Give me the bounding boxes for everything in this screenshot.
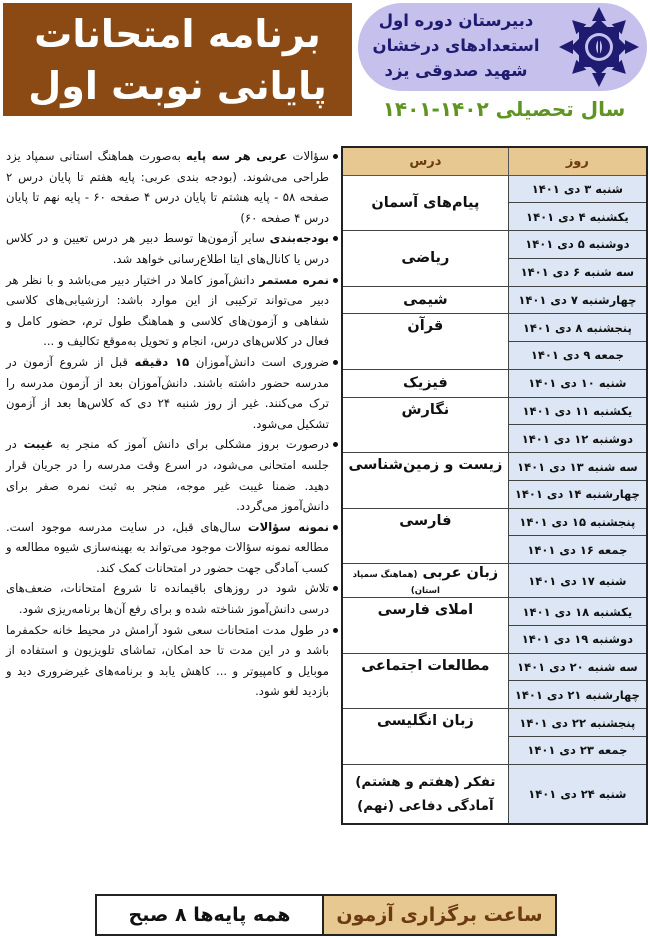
- course-cell: زبان انگلیسی: [342, 709, 508, 765]
- course-cell: نگارش: [342, 397, 508, 453]
- course-cell: پیام‌های آسمان: [342, 175, 508, 231]
- table-row: [342, 764, 647, 824]
- day-cell: شنبه ۱۷ دی ۱۴۰۱: [508, 564, 647, 598]
- title-line-1: برنامه امتحانات: [34, 11, 321, 56]
- note-text: در طول مدت امتحانات سعی شود آرامش در محیط خانه حکمفرما باشد و در این مدت تا حد امکان، تماشای تلویزیون و استفاده از موبایل و کامپیوتر و ... کاهش یابد و برنامه‌های غیرضروری دید و بازدید لغو شود.: [6, 622, 329, 699]
- note-emphasis: ۱۵ دقیقه: [134, 354, 190, 369]
- course-cell: [342, 564, 508, 598]
- note-item: [6, 434, 338, 516]
- exam-time-bar: [95, 894, 557, 936]
- note-item: [6, 578, 338, 619]
- table-row: [342, 508, 647, 536]
- day-cell: دوشنبه ۵ دی ۱۴۰۱: [508, 231, 647, 259]
- exam-time-value: همه پایه‌ها ۸ صبح: [97, 896, 322, 934]
- day-cell: جمعه ۲۳ دی ۱۴۰۱: [508, 736, 647, 764]
- note-text: تلاش شود در روزهای باقیمانده تا شروع امتحانات، ضعف‌های درسی دانش‌آموز شناخته شده و برای رفع آن‌ها برنامه‌ریزی شود.: [6, 581, 329, 617]
- note-item: [6, 620, 338, 702]
- table-row: [342, 453, 647, 481]
- note-text: سؤالات: [287, 149, 329, 163]
- table-row: [342, 175, 647, 203]
- day-cell: پنجشنبه ۱۵ دی ۱۴۰۱: [508, 508, 647, 536]
- course-cell: فارسی: [342, 508, 508, 564]
- day-cell: چهارشنبه ۷ دی ۱۴۰۱: [508, 286, 647, 314]
- exam-notes: [6, 146, 338, 702]
- day-cell: جمعه ۱۶ دی ۱۴۰۱: [508, 536, 647, 564]
- note-emphasis: نمره مستمر: [259, 272, 329, 287]
- day-cell: پنجشنبه ۲۲ دی ۱۴۰۱: [508, 709, 647, 737]
- note-text: در جلسه امتحانی می‌شود، در اسرع وقت مدرسه را در جریان قرار دهید. ضمنا غیبت غیر موجه، منجر به ثبت نمره صفر برای دانش‌آموز می‌گردد.: [6, 437, 329, 514]
- note-text: درصورت بروز مشکلی برای دانش آموز که منجر به: [53, 437, 329, 452]
- note-text: قبل از شروع آزمون در مدرسه حضور داشته باشند. دانش‌آموزان بعد از آزمون مدرسه را ترک می‌کنند. غیر از روز شنبه ۲۴ دی که کلاس‌ها بعد از آزمون تشکیل می‌شود.: [6, 354, 329, 431]
- exam-title-banner: [3, 3, 352, 116]
- day-cell: یکشنبه ۱۱ دی ۱۴۰۱: [508, 397, 647, 425]
- course-cell: قرآن: [342, 314, 508, 370]
- day-cell: پنجشنبه ۸ دی ۱۴۰۱: [508, 314, 647, 342]
- note-item: [6, 146, 338, 228]
- note-emphasis: نمونه سؤالات: [247, 519, 329, 534]
- day-cell: شنبه ۱۰ دی ۱۴۰۱: [508, 369, 647, 397]
- day-cell: یکشنبه ۴ دی ۱۴۰۱: [508, 203, 647, 231]
- note-text: ضروری است دانش‌آموزان: [189, 354, 329, 369]
- table-row: [342, 231, 647, 259]
- school-emblem-icon: [557, 6, 641, 88]
- note-emphasis: بودجه‌بندی: [269, 231, 329, 246]
- note-text: سال‌های قبل، در سایت مدرسه موجود است. مطالعه نمونه سؤالات موجود می‌تواند به بهینه‌سازی شیوه مطالعه و کسب آمادگی جهت حضور در امتحانات کمک کند.: [6, 519, 329, 575]
- exam-time-label: ساعت برگزاری آزمون: [322, 896, 555, 934]
- note-item: [6, 228, 338, 269]
- table-row: [342, 286, 647, 314]
- course-cell: املای فارسی: [342, 598, 508, 654]
- day-cell: جمعه ۹ دی ۱۴۰۱: [508, 342, 647, 370]
- course-cell: فیزیک: [342, 369, 508, 397]
- day-cell: دوشنبه ۱۹ دی ۱۴۰۱: [508, 625, 647, 653]
- note-item: [6, 517, 338, 579]
- note-text: به‌صورت هماهنگ استانی سمپاد یزد طراحی می‌شوند. (بودجه بندی عربی: پایه هفتم تا پایان درس ۲ صفحه ۵۸ - پایه هشتم تا پایان درس ۴ صفحه ۶۰ - پایه نهم تا پایان درس ۴ صفحه ۶۰): [6, 149, 329, 225]
- course-name: زبان عربی: [422, 564, 499, 581]
- course-cell: [342, 764, 508, 824]
- note-item: [6, 270, 338, 352]
- table-row: [342, 314, 647, 342]
- column-header-day: روز: [508, 147, 647, 175]
- day-cell: چهارشنبه ۱۴ دی ۱۴۰۱: [508, 480, 647, 508]
- exam-schedule-table: [341, 146, 648, 825]
- course-name-line-1: تفکر (هفتم و هشتم): [355, 773, 496, 790]
- table-row: [342, 397, 647, 425]
- school-name-line-2: استعدادهای درخشان: [372, 36, 540, 55]
- note-emphasis: غیبت: [23, 437, 54, 452]
- course-cell: ریاضی: [342, 231, 508, 287]
- school-name: [361, 8, 551, 83]
- day-cell: یکشنبه ۱۸ دی ۱۴۰۱: [508, 598, 647, 626]
- table-row: [342, 564, 647, 598]
- table-row: [342, 369, 647, 397]
- table-row: [342, 653, 647, 681]
- course-cell: شیمی: [342, 286, 508, 314]
- day-cell: شنبه ۳ دی ۱۴۰۱: [508, 175, 647, 203]
- note-text: دانش‌آموز کاملا در اختیار دبیر می‌باشد و با نظر هر دبیر می‌تواند ترکیبی از این موارد باشد: ارزشیابی‌های کلاسی شفاهی و آزمون‌های کلاسی و هماهنگ طول ترم، حضور کامل و فعال در کلاس‌های درس، انجام و تحویل به‌موقع تکالیف و ...: [6, 272, 329, 349]
- note-text: سایر آزمون‌ها توسط دبیر هر درس تعیین و در کلاس درس یا کانال‌های ایتا اطلاع‌رسانی خواهد شد.: [6, 231, 329, 266]
- day-cell: دوشنبه ۱۲ دی ۱۴۰۱: [508, 425, 647, 453]
- title-line-2: پایانی نوبت اول: [28, 63, 327, 108]
- day-cell: سه شنبه ۲۰ دی ۱۴۰۱: [508, 653, 647, 681]
- table-row: [342, 709, 647, 737]
- table-row: [342, 598, 647, 626]
- day-cell: چهارشنبه ۲۱ دی ۱۴۰۱: [508, 681, 647, 709]
- day-cell: سه شنبه ۶ دی ۱۴۰۱: [508, 258, 647, 286]
- course-name-line-2: آمادگی دفاعی (نهم): [357, 797, 494, 814]
- academic-year: سال تحصیلی ۱۴۰۲-۱۴۰۱: [382, 97, 626, 121]
- column-header-course: درس: [342, 147, 508, 175]
- note-item: [6, 352, 338, 434]
- school-name-line-1: دبیرستان دوره اول: [378, 11, 534, 30]
- school-logo-badge: [358, 3, 647, 91]
- day-cell: سه شنبه ۱۳ دی ۱۴۰۱: [508, 453, 647, 481]
- day-cell: شنبه ۲۴ دی ۱۴۰۱: [508, 764, 647, 824]
- course-cell: مطالعات اجتماعی: [342, 653, 508, 709]
- table-header-row: [342, 147, 647, 175]
- course-note: (هماهنگ سمپاد استان): [352, 569, 440, 596]
- school-name-line-3: شهید صدوقی یزد: [384, 61, 528, 80]
- course-cell: زیست و زمین‌شناسی: [342, 453, 508, 509]
- note-emphasis: عربی هر سه پایه: [186, 149, 288, 163]
